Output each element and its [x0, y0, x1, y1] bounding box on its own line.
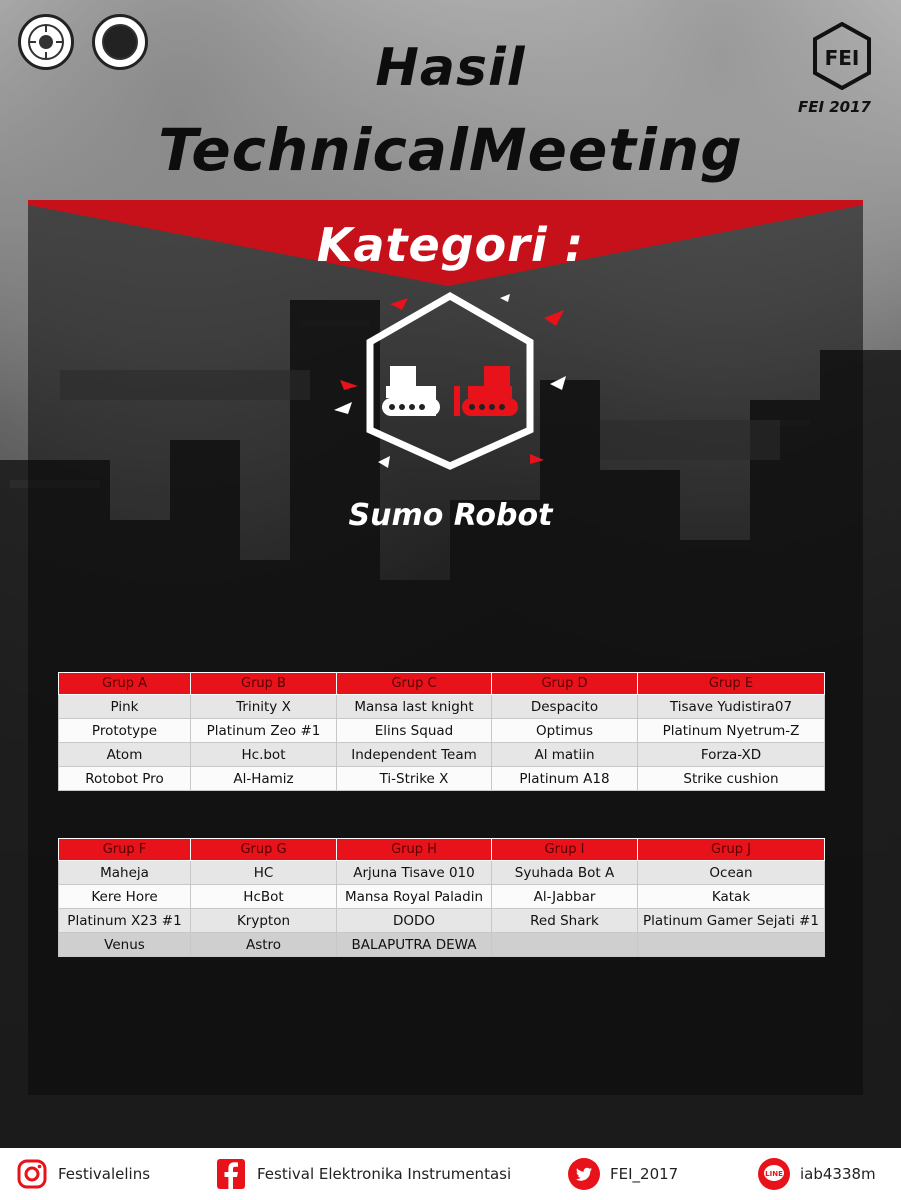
table-row	[59, 743, 825, 767]
table-cell: Al-Hamiz	[191, 767, 337, 791]
twitter-handle: FEI_2017	[610, 1165, 679, 1183]
table-header-row	[59, 839, 825, 861]
category-name: Sumo Robot	[348, 498, 553, 533]
table-row	[59, 719, 825, 743]
table-cell: Ocean	[638, 861, 825, 885]
table-cell: Atom	[59, 743, 191, 767]
group-table-a-e	[58, 672, 825, 791]
table-cell: Pink	[59, 695, 191, 719]
table-cell: HcBot	[191, 885, 337, 909]
table-cell	[638, 933, 825, 957]
bulldozer-robot-icon	[330, 290, 570, 470]
facebook-page-name: Festival Elektronika Instrumentasi	[257, 1165, 512, 1183]
table-cell: Red Shark	[492, 909, 638, 933]
twitter-link[interactable]	[568, 1148, 678, 1200]
table-cell: Astro	[191, 933, 337, 957]
table-cell: Platinum Zeo #1	[191, 719, 337, 743]
table-row	[59, 695, 825, 719]
category-label: Kategori :	[316, 218, 585, 272]
table-cell: Ti-Strike X	[337, 767, 492, 791]
group-table-f-j	[58, 838, 825, 957]
table-cell: Tisave Yudistira07	[638, 695, 825, 719]
table-cell: Maheja	[59, 861, 191, 885]
table-cell: Arjuna Tisave 010	[337, 861, 492, 885]
table-header-cell: Grup A	[59, 673, 191, 695]
line-icon-label: LINE	[765, 1170, 783, 1178]
table-row	[59, 767, 825, 791]
table-header-cell: Grup F	[59, 839, 191, 861]
table-row	[59, 909, 825, 933]
line-link[interactable]	[758, 1148, 876, 1200]
table-cell: Elins Squad	[337, 719, 492, 743]
table-cell: Mansa Royal Paladin	[337, 885, 492, 909]
table-cell: BALAPUTRA DEWA	[337, 933, 492, 957]
table-cell: Trinity X	[191, 695, 337, 719]
table-header-cell: Grup J	[638, 839, 825, 861]
facebook-icon	[215, 1158, 247, 1190]
table-cell: DODO	[337, 909, 492, 933]
table-cell: Forza-XD	[638, 743, 825, 767]
table-row	[59, 933, 825, 957]
table-cell: Hc.bot	[191, 743, 337, 767]
table-cell: Syuhada Bot A	[492, 861, 638, 885]
table-cell: Platinum Nyetrum-Z	[638, 719, 825, 743]
table-cell: Al matiin	[492, 743, 638, 767]
table-cell: Katak	[638, 885, 825, 909]
table-cell: Kere Hore	[59, 885, 191, 909]
facebook-link[interactable]	[215, 1148, 511, 1200]
table-row	[59, 885, 825, 909]
table-header-cell: Grup D	[492, 673, 638, 695]
fei-badge-text: FEI	[824, 46, 860, 70]
table-cell: Despacito	[492, 695, 638, 719]
social-footer	[0, 1148, 901, 1200]
table-header-cell: Grup G	[191, 839, 337, 861]
table-cell: Independent Team	[337, 743, 492, 767]
table-cell: Platinum X23 #1	[59, 909, 191, 933]
instagram-handle: Festivalelins	[58, 1165, 151, 1183]
table-cell: HC	[191, 861, 337, 885]
line-icon	[758, 1158, 790, 1190]
table-cell: Optimus	[492, 719, 638, 743]
page-title-line2: TechnicalMeeting	[158, 116, 743, 184]
table-cell: Venus	[59, 933, 191, 957]
table-cell	[492, 933, 638, 957]
line-id: iab4338m	[800, 1165, 876, 1183]
page-title-line1: Hasil	[375, 38, 526, 98]
table-cell: Prototype	[59, 719, 191, 743]
table-row	[59, 861, 825, 885]
table-cell: Strike cushion	[638, 767, 825, 791]
fei-year: FEI 2017	[797, 98, 871, 116]
instagram-icon	[16, 1158, 48, 1190]
table-cell: Al-Jabbar	[492, 885, 638, 909]
twitter-icon	[568, 1158, 600, 1190]
table-cell: Krypton	[191, 909, 337, 933]
table-header-cell: Grup I	[492, 839, 638, 861]
table-header-row	[59, 673, 825, 695]
table-header-cell: Grup B	[191, 673, 337, 695]
table-cell: Platinum A18	[492, 767, 638, 791]
table-cell: Platinum Gamer Sejati #1	[638, 909, 825, 933]
table-header-cell: Grup E	[638, 673, 825, 695]
instagram-link[interactable]	[16, 1148, 150, 1200]
table-cell: Rotobot Pro	[59, 767, 191, 791]
table-cell: Mansa last knight	[337, 695, 492, 719]
table-header-cell: Grup C	[337, 673, 492, 695]
table-header-cell: Grup H	[337, 839, 492, 861]
